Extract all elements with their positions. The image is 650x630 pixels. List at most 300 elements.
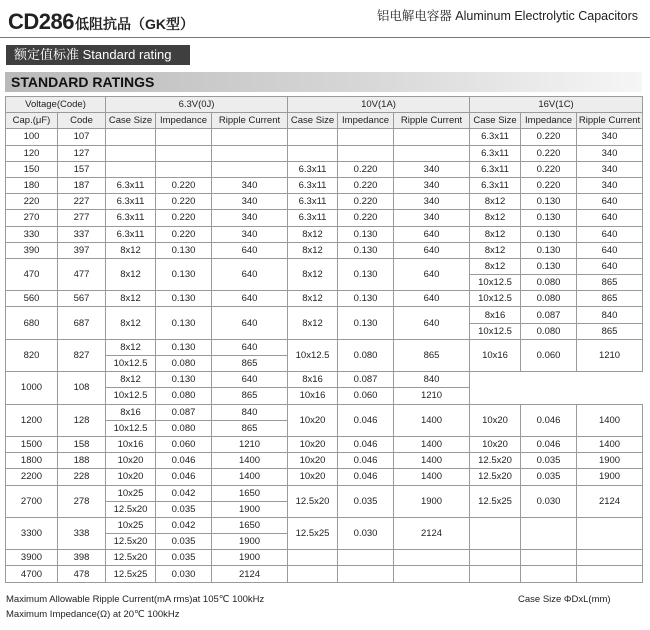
impedance-cell: 0.046 <box>521 436 577 452</box>
empty-cell <box>577 517 643 549</box>
ripple-cell: 640 <box>577 194 643 210</box>
case-size-cell: 8x12 <box>106 291 156 307</box>
ripple-cell: 340 <box>577 177 643 193</box>
cap-value: 4700 <box>6 566 58 582</box>
case-size-cell: 12.5x25 <box>106 566 156 582</box>
case-size-cell: 6.3x11 <box>106 226 156 242</box>
table-row <box>6 566 643 582</box>
case-size-cell: 10x16 <box>470 339 521 371</box>
empty-cell <box>338 129 394 145</box>
cap-header: Cap.(μF) <box>6 113 58 129</box>
voltage-code-label: Voltage(Code) <box>6 97 106 113</box>
code-value: 478 <box>58 566 106 582</box>
ripple-cell: 340 <box>212 194 288 210</box>
table-row <box>6 436 643 452</box>
code-value: 157 <box>58 161 106 177</box>
empty-cell <box>212 161 288 177</box>
ripple-cell: 640 <box>577 258 643 274</box>
case-size-cell: 12.5x20 <box>470 469 521 485</box>
case-size-cell: 8x12 <box>470 210 521 226</box>
empty-cell <box>288 550 338 566</box>
empty-cell <box>394 566 470 582</box>
impedance-cell: 0.030 <box>521 485 577 517</box>
empty-cell <box>521 517 577 549</box>
impedance-cell: 0.030 <box>338 517 394 549</box>
case-size-cell: 10x12.5 <box>106 420 156 436</box>
code-value: 337 <box>58 226 106 242</box>
impedance-cell: 0.130 <box>156 307 212 339</box>
ripple-cell: 640 <box>212 291 288 307</box>
empty-cell <box>394 550 470 566</box>
ripple-cell: 840 <box>212 404 288 420</box>
case-size-cell: 8x12 <box>288 291 338 307</box>
case-size-header: Case Size <box>470 113 521 129</box>
ripple-cell: 340 <box>577 145 643 161</box>
empty-cell <box>212 145 288 161</box>
impedance-cell: 0.060 <box>521 339 577 371</box>
ripple-cell: 340 <box>212 226 288 242</box>
case-size-cell: 8x12 <box>106 242 156 258</box>
impedance-cell: 0.220 <box>156 194 212 210</box>
ripple-current-header: Ripple Current <box>212 113 288 129</box>
table-row <box>6 177 643 193</box>
impedance-cell: 0.035 <box>156 534 212 550</box>
cap-value: 100 <box>6 129 58 145</box>
case-size-cell: 10x12.5 <box>470 275 521 291</box>
cap-value: 1200 <box>6 404 58 436</box>
empty-cell <box>394 145 470 161</box>
impedance-cell: 0.130 <box>338 307 394 339</box>
table-row <box>6 161 643 177</box>
case-size-cell: 10x16 <box>106 436 156 452</box>
case-size-cell: 8x16 <box>288 372 338 388</box>
ripple-cell: 1900 <box>212 534 288 550</box>
cap-value: 330 <box>6 226 58 242</box>
ripple-cell: 1210 <box>212 436 288 452</box>
impedance-cell: 0.080 <box>338 339 394 371</box>
ripple-note: Maximum Allowable Ripple Current(mA rms)at 105℃ 100kHz <box>6 594 265 605</box>
cap-value: 120 <box>6 145 58 161</box>
code-value: 188 <box>58 453 106 469</box>
impedance-cell: 0.130 <box>156 242 212 258</box>
code-value: 398 <box>58 550 106 566</box>
impedance-cell: 0.220 <box>156 226 212 242</box>
case-size-header: Case Size <box>106 113 156 129</box>
impedance-cell: 0.130 <box>521 210 577 226</box>
case-size-cell: 8x12 <box>470 226 521 242</box>
header-divider <box>0 37 650 38</box>
table-row <box>6 404 643 420</box>
impedance-cell: 0.080 <box>521 323 577 339</box>
ripple-cell: 640 <box>394 291 470 307</box>
code-header: Code <box>58 113 106 129</box>
case-size-cell: 10x20 <box>288 436 338 452</box>
case-size-cell: 12.5x20 <box>106 550 156 566</box>
ripple-cell: 640 <box>212 242 288 258</box>
empty-cell <box>470 550 521 566</box>
product-category: 铝电解电容器 Aluminum Electrolytic Capacitors <box>376 9 638 23</box>
code-value: 278 <box>58 485 106 517</box>
impedance-cell: 0.220 <box>156 210 212 226</box>
case-size-cell: 12.5x25 <box>288 517 338 549</box>
ripple-cell: 640 <box>394 226 470 242</box>
ripple-cell: 865 <box>212 420 288 436</box>
cap-value: 150 <box>6 161 58 177</box>
case-size-header: Case Size <box>288 113 338 129</box>
impedance-cell: 0.130 <box>521 242 577 258</box>
table-row <box>6 258 643 274</box>
case-size-cell: 6.3x11 <box>288 177 338 193</box>
cap-value: 2200 <box>6 469 58 485</box>
ripple-cell: 340 <box>394 177 470 193</box>
case-size-cell: 8x12 <box>288 307 338 339</box>
empty-cell <box>470 566 521 582</box>
impedance-cell: 0.130 <box>156 339 212 355</box>
empty-cell <box>106 145 156 161</box>
cap-value: 1500 <box>6 436 58 452</box>
case-size-cell: 8x12 <box>470 194 521 210</box>
code-value: 397 <box>58 242 106 258</box>
table-row <box>6 469 643 485</box>
case-size-cell: 10x20 <box>288 469 338 485</box>
impedance-note: Maximum Impedance(Ω) at 20℃ 100kHz <box>6 609 180 620</box>
impedance-cell: 0.130 <box>156 372 212 388</box>
empty-cell <box>212 129 288 145</box>
impedance-cell: 0.220 <box>338 210 394 226</box>
empty-cell <box>156 129 212 145</box>
ripple-cell: 2124 <box>394 517 470 549</box>
impedance-cell: 0.060 <box>156 436 212 452</box>
ripple-cell: 340 <box>212 177 288 193</box>
cap-value: 270 <box>6 210 58 226</box>
cap-value: 1000 <box>6 372 58 404</box>
impedance-cell: 0.087 <box>521 307 577 323</box>
cap-value: 180 <box>6 177 58 193</box>
case-size-cell: 10x16 <box>288 388 338 404</box>
impedance-header: Impedance <box>156 113 212 129</box>
ripple-cell: 1650 <box>212 485 288 501</box>
impedance-cell: 0.080 <box>521 275 577 291</box>
empty-cell <box>338 550 394 566</box>
impedance-cell: 0.220 <box>521 145 577 161</box>
ripple-cell: 840 <box>394 372 470 388</box>
code-value: 227 <box>58 194 106 210</box>
case-size-cell: 12.5x20 <box>288 485 338 517</box>
ripple-cell: 865 <box>212 356 288 372</box>
impedance-cell: 0.130 <box>521 258 577 274</box>
impedance-cell: 0.130 <box>521 226 577 242</box>
ripple-cell: 865 <box>577 291 643 307</box>
case-size-cell: 8x16 <box>470 307 521 323</box>
standard-rating-band: 额定值标准 Standard rating <box>6 45 190 65</box>
ripple-cell: 640 <box>577 210 643 226</box>
impedance-cell: 0.046 <box>338 404 394 436</box>
cap-value: 220 <box>6 194 58 210</box>
ripple-current-header: Ripple Current <box>394 113 470 129</box>
model-number: CD286 <box>8 9 74 34</box>
ripple-cell: 1400 <box>394 469 470 485</box>
case-size-cell: 8x12 <box>470 242 521 258</box>
code-value: 687 <box>58 307 106 339</box>
ripple-cell: 865 <box>212 388 288 404</box>
case-size-cell: 10x20 <box>288 404 338 436</box>
ripple-cell: 1900 <box>212 501 288 517</box>
table-row <box>6 129 643 145</box>
impedance-cell: 0.220 <box>338 177 394 193</box>
ripple-cell: 840 <box>577 307 643 323</box>
empty-cell <box>521 566 577 582</box>
ripple-cell: 1400 <box>577 404 643 436</box>
code-value: 477 <box>58 258 106 290</box>
table-row <box>6 307 643 323</box>
empty-cell <box>577 566 643 582</box>
impedance-cell: 0.080 <box>521 291 577 307</box>
impedance-cell: 0.220 <box>521 129 577 145</box>
table-row <box>6 210 643 226</box>
impedance-cell: 0.220 <box>338 194 394 210</box>
impedance-cell: 0.220 <box>521 161 577 177</box>
code-value: 158 <box>58 436 106 452</box>
cap-value: 3900 <box>6 550 58 566</box>
ripple-cell: 640 <box>394 242 470 258</box>
case-size-cell: 10x12.5 <box>106 356 156 372</box>
table-row <box>6 372 643 388</box>
impedance-header: Impedance <box>338 113 394 129</box>
case-size-cell: 10x25 <box>106 485 156 501</box>
cap-value: 390 <box>6 242 58 258</box>
case-size-cell: 10x20 <box>470 436 521 452</box>
cap-value: 820 <box>6 339 58 371</box>
empty-cell <box>338 145 394 161</box>
ripple-cell: 1210 <box>577 339 643 371</box>
case-size-cell: 10x12.5 <box>470 291 521 307</box>
section-title: STANDARD RATINGS <box>5 72 642 92</box>
case-size-cell: 8x16 <box>106 404 156 420</box>
table-row <box>6 226 643 242</box>
ripple-cell: 865 <box>577 323 643 339</box>
table-row <box>6 339 643 355</box>
ripple-cell: 1400 <box>212 453 288 469</box>
ripple-cell: 1400 <box>394 404 470 436</box>
table-row <box>6 453 643 469</box>
cap-value: 3300 <box>6 517 58 549</box>
code-value: 338 <box>58 517 106 549</box>
ripple-cell: 1400 <box>212 469 288 485</box>
impedance-cell: 0.130 <box>338 242 394 258</box>
code-value: 567 <box>58 291 106 307</box>
code-value: 127 <box>58 145 106 161</box>
impedance-cell: 0.046 <box>338 436 394 452</box>
case-size-cell: 12.5x20 <box>106 501 156 517</box>
case-size-cell: 6.3x11 <box>288 194 338 210</box>
case-size-cell: 8x12 <box>106 307 156 339</box>
empty-cell <box>338 566 394 582</box>
impedance-cell: 0.220 <box>338 161 394 177</box>
case-size-cell: 10x20 <box>106 469 156 485</box>
ripple-cell: 640 <box>212 339 288 355</box>
table-row <box>6 145 643 161</box>
empty-cell <box>106 161 156 177</box>
case-size-cell: 8x12 <box>288 258 338 290</box>
ripple-cell: 1210 <box>394 388 470 404</box>
code-value: 108 <box>58 372 106 404</box>
ripple-cell: 1650 <box>212 517 288 533</box>
ripple-cell: 340 <box>577 161 643 177</box>
ripple-cell: 1400 <box>394 453 470 469</box>
impedance-cell: 0.130 <box>156 258 212 290</box>
impedance-cell: 0.042 <box>156 517 212 533</box>
case-size-cell: 8x12 <box>470 258 521 274</box>
case-size-cell: 6.3x11 <box>288 210 338 226</box>
empty-cell <box>156 161 212 177</box>
cap-value: 470 <box>6 258 58 290</box>
impedance-cell: 0.035 <box>156 501 212 517</box>
ripple-cell: 865 <box>577 275 643 291</box>
impedance-cell: 0.130 <box>338 291 394 307</box>
code-value: 128 <box>58 404 106 436</box>
case-size-cell: 12.5x25 <box>470 485 521 517</box>
impedance-cell: 0.220 <box>156 177 212 193</box>
empty-cell <box>106 129 156 145</box>
cap-value: 2700 <box>6 485 58 517</box>
impedance-cell: 0.046 <box>338 469 394 485</box>
impedance-cell: 0.087 <box>338 372 394 388</box>
ripple-cell: 340 <box>394 210 470 226</box>
table-row <box>6 194 643 210</box>
case-size-cell: 10x25 <box>106 517 156 533</box>
column-header-row <box>6 113 643 129</box>
table-row <box>6 291 643 307</box>
impedance-cell: 0.220 <box>521 177 577 193</box>
impedance-cell: 0.035 <box>521 469 577 485</box>
impedance-cell: 0.060 <box>338 388 394 404</box>
case-size-cell: 6.3x11 <box>470 177 521 193</box>
ripple-cell: 640 <box>212 307 288 339</box>
impedance-header: Impedance <box>521 113 577 129</box>
impedance-cell: 0.080 <box>156 388 212 404</box>
case-size-cell: 8x12 <box>288 226 338 242</box>
impedance-cell: 0.046 <box>521 404 577 436</box>
case-size-cell: 12.5x20 <box>106 534 156 550</box>
empty-cell <box>288 145 338 161</box>
case-size-cell: 6.3x11 <box>106 194 156 210</box>
empty-cell <box>288 566 338 582</box>
ripple-cell: 1400 <box>577 436 643 452</box>
table-row <box>6 517 643 533</box>
ripple-cell: 1400 <box>394 436 470 452</box>
code-value: 827 <box>58 339 106 371</box>
cap-value: 680 <box>6 307 58 339</box>
ripple-cell: 1900 <box>212 550 288 566</box>
case-size-cell: 6.3x11 <box>106 210 156 226</box>
case-size-cell: 10x12.5 <box>470 323 521 339</box>
code-value: 277 <box>58 210 106 226</box>
impedance-cell: 0.035 <box>156 550 212 566</box>
case-size-cell: 10x20 <box>470 404 521 436</box>
ripple-cell: 340 <box>212 210 288 226</box>
impedance-cell: 0.042 <box>156 485 212 501</box>
cap-value: 560 <box>6 291 58 307</box>
ripple-cell: 865 <box>394 339 470 371</box>
voltage-header: 10V(1A) <box>288 97 470 113</box>
impedance-cell: 0.046 <box>156 469 212 485</box>
voltage-header: 16V(1C) <box>470 97 643 113</box>
case-size-cell: 12.5x20 <box>470 453 521 469</box>
case-size-cell: 6.3x11 <box>470 129 521 145</box>
case-size-cell: 8x12 <box>106 339 156 355</box>
case-size-cell: 6.3x11 <box>288 161 338 177</box>
impedance-cell: 0.030 <box>156 566 212 582</box>
ripple-cell: 1900 <box>577 469 643 485</box>
impedance-cell: 0.035 <box>338 485 394 517</box>
impedance-cell: 0.130 <box>338 258 394 290</box>
empty-cell <box>156 145 212 161</box>
ripple-cell: 640 <box>212 372 288 388</box>
impedance-cell: 0.130 <box>156 291 212 307</box>
case-size-cell: 6.3x11 <box>106 177 156 193</box>
ripple-cell: 640 <box>212 258 288 290</box>
cap-value: 1800 <box>6 453 58 469</box>
empty-cell <box>288 129 338 145</box>
case-size-cell: 6.3x11 <box>470 161 521 177</box>
case-size-cell: 8x12 <box>106 258 156 290</box>
impedance-cell: 0.130 <box>338 226 394 242</box>
table-row <box>6 485 643 501</box>
case-size-cell: 6.3x11 <box>470 145 521 161</box>
page-title <box>8 9 194 35</box>
case-size-cell: 8x12 <box>106 372 156 388</box>
ratings-table <box>5 96 643 583</box>
ripple-cell: 640 <box>394 307 470 339</box>
voltage-header: 6.3V(0J) <box>106 97 288 113</box>
case-size-cell: 10x12.5 <box>288 339 338 371</box>
ripple-cell: 640 <box>394 258 470 290</box>
ripple-cell: 2124 <box>212 566 288 582</box>
voltage-header-row <box>6 97 643 113</box>
table-row <box>6 550 643 566</box>
ripple-cell: 340 <box>577 129 643 145</box>
ripple-cell: 640 <box>577 242 643 258</box>
ripple-cell: 640 <box>577 226 643 242</box>
case-size-cell: 8x12 <box>288 242 338 258</box>
model-subtitle: 低阻抗品（GK型） <box>74 16 194 32</box>
table-row <box>6 242 643 258</box>
ripple-cell: 1900 <box>577 453 643 469</box>
case-size-cell: 10x20 <box>106 453 156 469</box>
impedance-cell: 0.080 <box>156 356 212 372</box>
empty-cell <box>470 517 521 549</box>
ripple-cell: 340 <box>394 161 470 177</box>
impedance-cell: 0.080 <box>156 420 212 436</box>
impedance-cell: 0.035 <box>521 453 577 469</box>
case-size-cell: 10x12.5 <box>106 388 156 404</box>
ripple-cell: 2124 <box>577 485 643 517</box>
empty-cell <box>394 129 470 145</box>
impedance-cell: 0.046 <box>156 453 212 469</box>
code-value: 228 <box>58 469 106 485</box>
code-value: 187 <box>58 177 106 193</box>
case-size-note: Case Size ΦDxL(mm) <box>518 594 611 605</box>
empty-cell <box>521 550 577 566</box>
impedance-cell: 0.087 <box>156 404 212 420</box>
case-size-cell: 10x20 <box>288 453 338 469</box>
impedance-cell: 0.130 <box>521 194 577 210</box>
impedance-cell: 0.046 <box>338 453 394 469</box>
empty-cell <box>577 550 643 566</box>
ripple-cell: 1900 <box>394 485 470 517</box>
ripple-current-header: Ripple Current <box>577 113 643 129</box>
code-value: 107 <box>58 129 106 145</box>
